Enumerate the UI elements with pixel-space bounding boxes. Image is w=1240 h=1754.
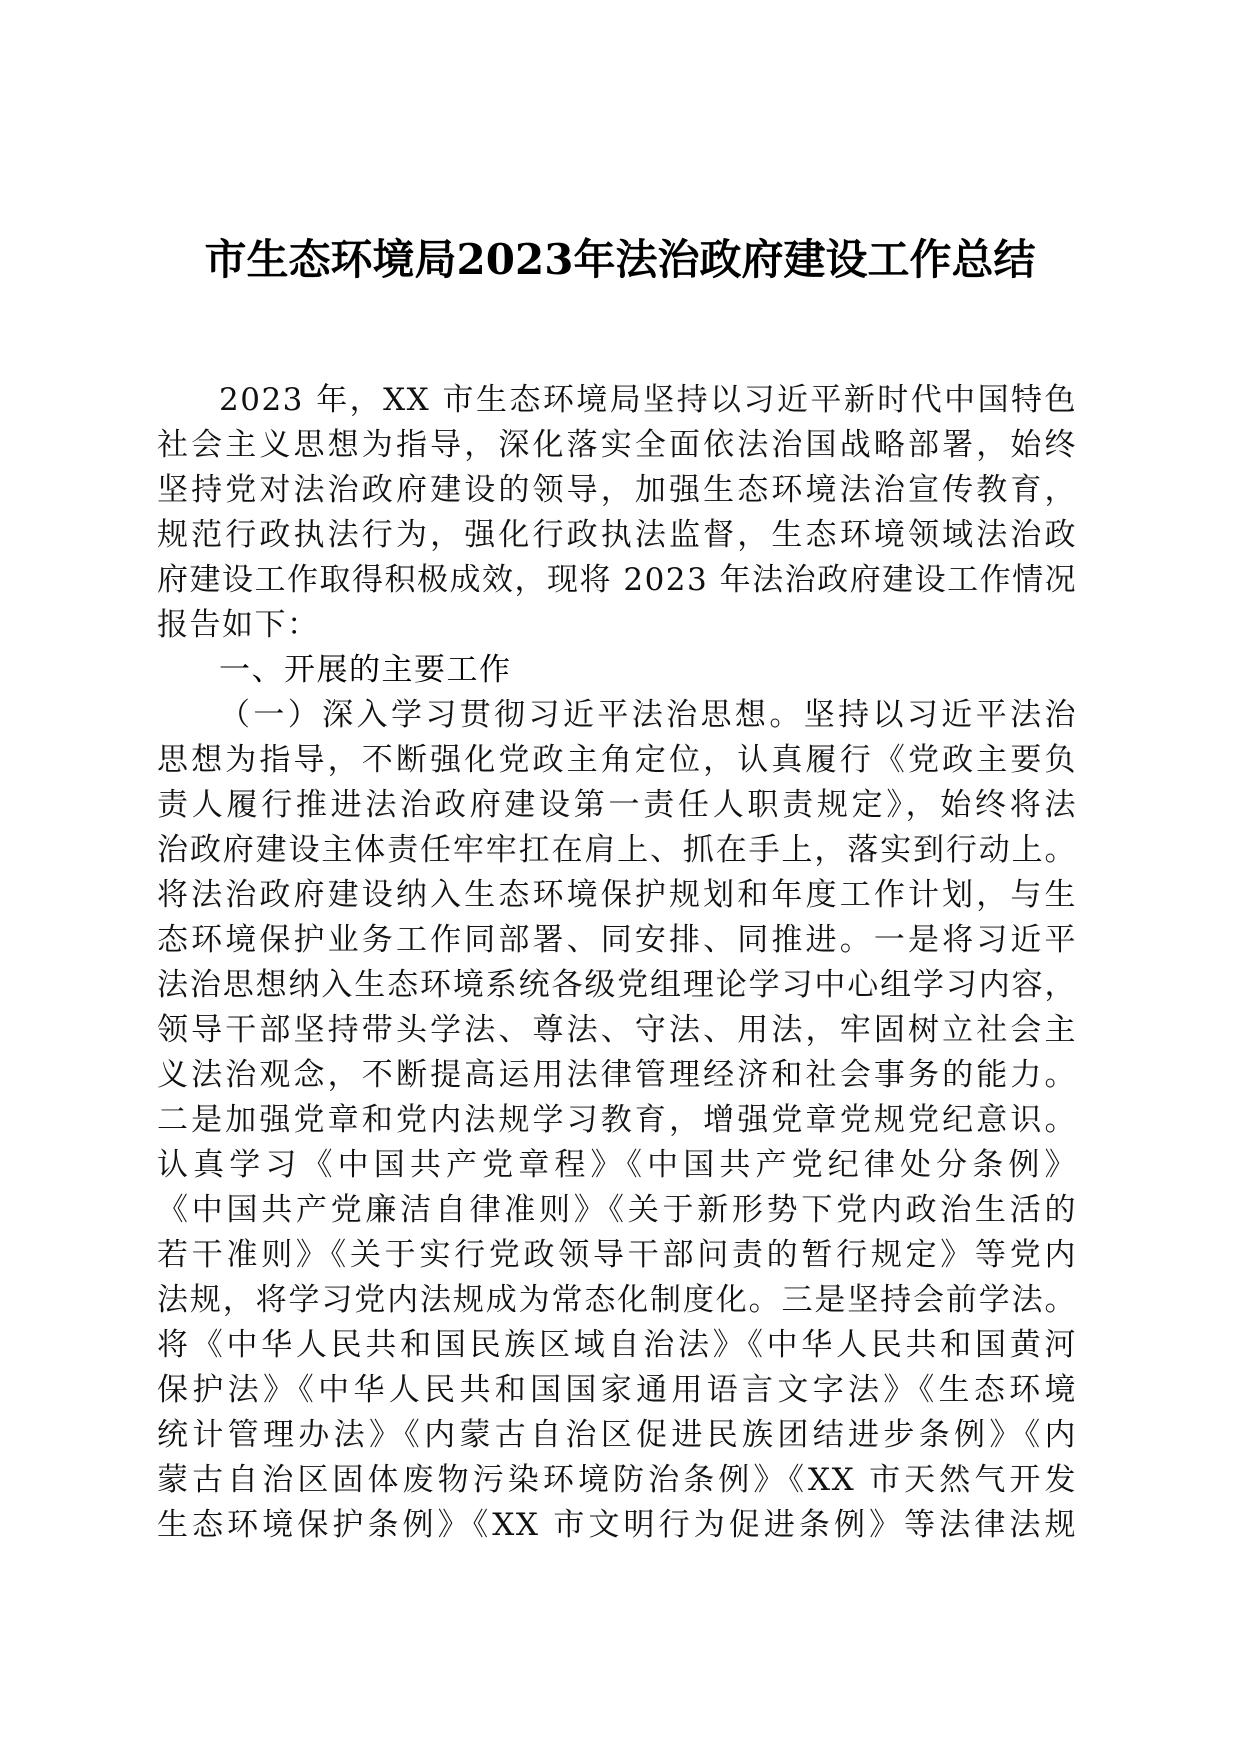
paragraph-line: 统计管理办法》《内蒙古自治区促进民族团结进步条例》《内 [157, 1417, 1077, 1453]
paragraph-line: 生态环境保护条例》《XX 市文明行为促进条例》等法律法规 [157, 1507, 1077, 1543]
paragraph-line: 报告如下： [157, 607, 320, 643]
paragraph-line: 蒙古自治区固体废物污染环境防治条例》《XX 市天然气开发 [157, 1462, 1077, 1498]
paragraph-line: 法规，将学习党内法规成为常态化制度化。三是坚持会前学法。 [157, 1282, 1077, 1318]
section-heading: 一、开展的主要工作 [219, 652, 512, 688]
paragraph-line: 治政府建设主体责任牢牢扛在肩上、抓在手上，落实到行动上。 [157, 832, 1077, 868]
paragraph-line: 《中国共产党廉洁自律准则》《关于新形势下党内政治生活的 [157, 1192, 1077, 1228]
paragraph-line: 领导干部坚持带头学法、尊法、守法、用法，牢固树立社会主 [157, 1012, 1077, 1048]
paragraph-line: （一）深入学习贯彻习近平法治思想。坚持以习近平法治 [219, 697, 1077, 733]
paragraph-line: 坚持党对法治政府建设的领导，加强生态环境法治宣传教育， [157, 472, 1077, 508]
paragraph-line: 态环境保护业务工作同部署、同安排、同推进。一是将习近平 [157, 922, 1077, 958]
paragraph-line: 责人履行推进法治政府建设第一责任人职责规定》，始终将法 [157, 787, 1077, 823]
document-body [157, 378, 1077, 1548]
paragraph-line: 2023 年，XX 市生态环境局坚持以习近平新时代中国特色 [219, 382, 1077, 418]
paragraph-line: 将法治政府建设纳入生态环境保护规划和年度工作计划，与生 [157, 877, 1077, 913]
paragraph-line: 保护法》《中华人民共和国国家通用语言文字法》《生态环境 [157, 1372, 1077, 1408]
paragraph-line: 认真学习《中国共产党章程》《中国共产党纪律处分条例》 [157, 1147, 1077, 1183]
document-title: 市生态环境局2023年法治政府建设工作总结 [204, 235, 1036, 284]
paragraph-line: 将《中华人民共和国民族区域自治法》《中华人民共和国黄河 [157, 1327, 1077, 1363]
paragraph-line: 社会主义思想为指导，深化落实全面依法治国战略部署，始终 [157, 427, 1077, 463]
paragraph-line: 府建设工作取得积极成效，现将 2023 年法治政府建设工作情况 [157, 562, 1078, 598]
paragraph-line: 法治思想纳入生态环境系统各级党组理论学习中心组学习内容， [157, 967, 1077, 1003]
paragraph-line: 二是加强党章和党内法规学习教育，增强党章党规党纪意识。 [157, 1102, 1077, 1138]
paragraph-line: 规范行政执法行为，强化行政执法监督，生态环境领域法治政 [157, 517, 1077, 553]
paragraph-line: 思想为指导，不断强化党政主角定位，认真履行《党政主要负 [157, 742, 1077, 778]
paragraph-line: 若干准则》《关于实行党政领导干部问责的暂行规定》等党内 [157, 1237, 1077, 1273]
paragraph-line: 义法治观念，不断提高运用法律管理经济和社会事务的能力。 [157, 1057, 1077, 1093]
